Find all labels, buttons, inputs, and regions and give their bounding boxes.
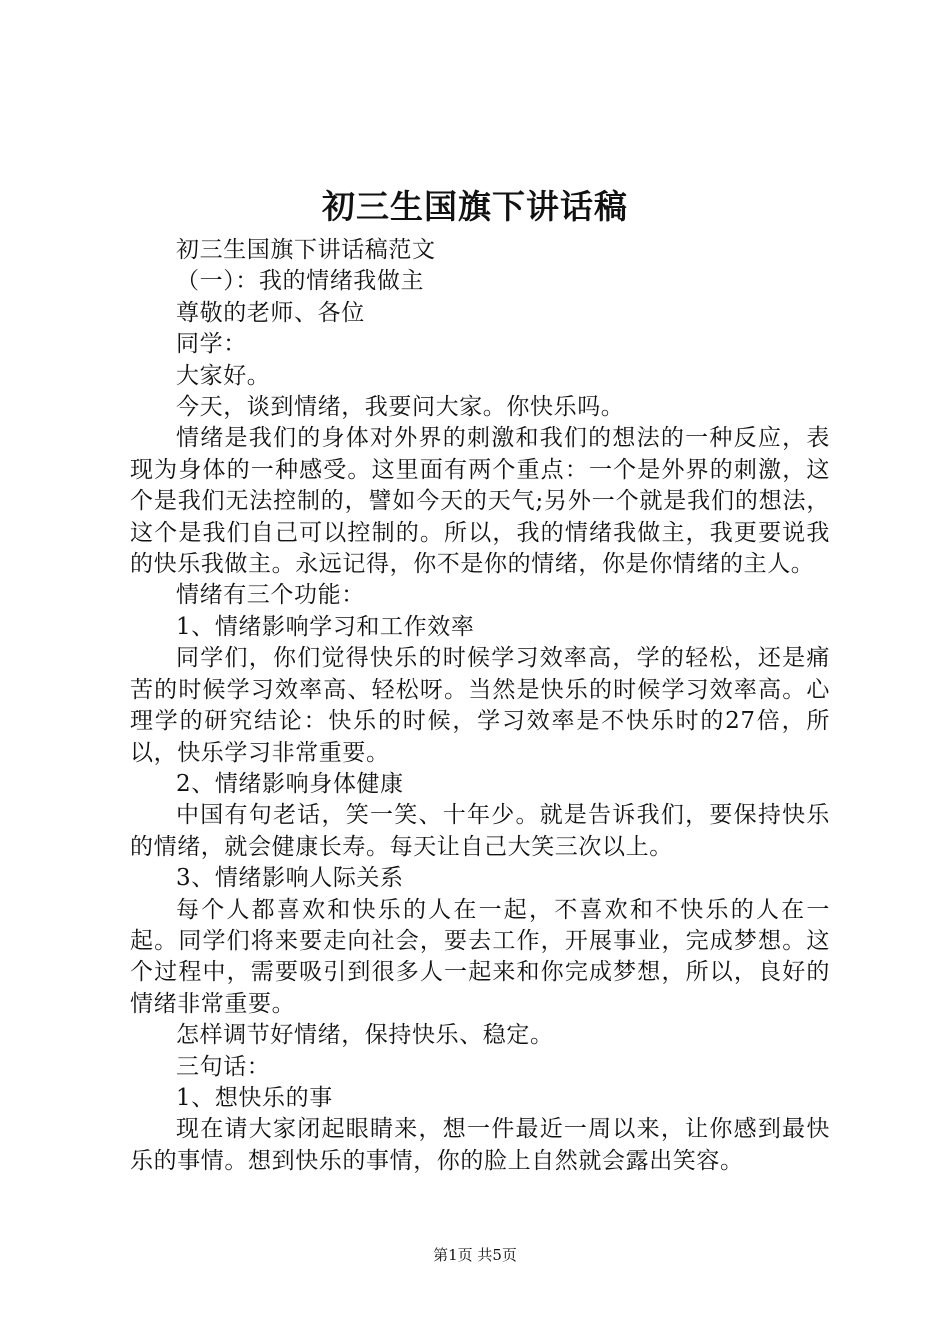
- paragraph: 今天，谈到情绪，我要问大家。你快乐吗。: [176, 394, 625, 421]
- paragraph: 2、情绪影响身体健康: [176, 770, 404, 797]
- paragraph: （一）：我的情绪我做主: [176, 268, 425, 295]
- paragraph: 同学们，你们觉得快乐的时候学习效率高，学的轻松，还是痛苦的时候学习效率高、轻松呀。当然是快乐的时候学习效率高。心理学的研究结论：快乐的时候，学习效率是不快乐时的27倍，所以，快乐学习非常重要。: [130, 645, 830, 766]
- paragraph: 大家好。: [176, 362, 271, 389]
- document-title: 初三生国旗下讲话稿: [322, 187, 628, 226]
- paragraph: 尊敬的老师、各位: [176, 299, 365, 326]
- paragraph: 3、情绪影响人际关系: [176, 865, 404, 892]
- paragraph: 怎样调节好情绪，保持快乐、稳定。: [176, 1022, 554, 1049]
- paragraph: 同学：: [176, 331, 247, 358]
- paragraph: 情绪是我们的身体对外界的刺激和我们的想法的一种反应，表现为身体的一种感受。这里面有两个重点：一个是外界的刺激，这个是我们无法控制的，譬如今天的天气;另外一个就是我们的想法，这个是我们自己可以控制的。所以，我的情绪我做主，我更要说我的快乐我做主。永远记得，你不是你的情绪，你是你情绪的主人。: [130, 425, 830, 578]
- paragraph: 1、想快乐的事: [176, 1084, 333, 1111]
- paragraph: 每个人都喜欢和快乐的人在一起，不喜欢和不快乐的人在一起。同学们将来要走向社会，要去工作，开展事业，完成梦想。这个过程中，需要吸引到很多人一起来和你完成梦想，所以，良好的情绪非常重要。: [130, 896, 830, 1017]
- paragraph: 初三生国旗下讲话稿范文: [176, 237, 436, 263]
- paragraph: 中国有句老话，笑一笑、十年少。就是告诉我们，要保持快乐的情绪，就会健康长寿。每天让自己大笑三次以上。: [130, 802, 830, 860]
- paragraph: 1、情绪影响学习和工作效率: [176, 613, 475, 640]
- paragraph: 三句话：: [176, 1053, 271, 1080]
- page-footer: 第1页 共5页: [433, 1246, 517, 1264]
- paragraph: 情绪有三个功能：: [176, 582, 365, 609]
- document-body: [130, 235, 830, 1177]
- paragraph: 现在请大家闭起眼睛来，想一件最近一周以来，让你感到最快乐的事情。想到快乐的事情，你的脸上自然就会露出笑容。: [130, 1116, 830, 1174]
